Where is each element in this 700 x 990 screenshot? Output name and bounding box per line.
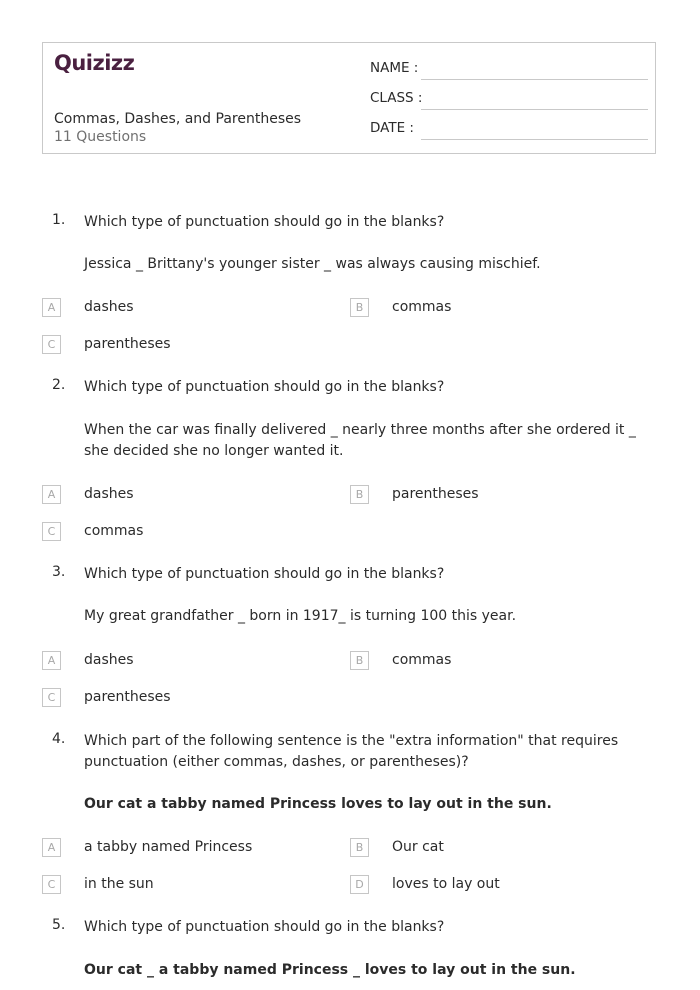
- date-line[interactable]: [421, 139, 648, 140]
- option-letter: A: [42, 485, 61, 504]
- quizizz-logo: Quizizz: [54, 51, 135, 75]
- question-passage: My great grandfather _ born in 1917_ is turning 100 this year.: [84, 608, 517, 624]
- class-field[interactable]: [370, 90, 648, 110]
- question-prompt: Which type of punctuation should go in the blanks?: [84, 214, 445, 230]
- option-letter: B: [350, 298, 369, 317]
- option-text: a tabby named Princess: [84, 839, 253, 855]
- name-field[interactable]: [370, 60, 648, 80]
- option-text: dashes: [84, 652, 134, 668]
- name-label: NAME :: [370, 60, 419, 76]
- option-text: parentheses: [392, 486, 479, 502]
- question-number: 5.: [52, 917, 66, 933]
- option-letter: C: [42, 688, 61, 707]
- option-text: commas: [84, 523, 144, 539]
- question-passage: Our cat _ a tabby named Princess _ loves to lay out in the sun.: [84, 962, 576, 978]
- question-passage: Our cat a tabby named Princess loves to lay out in the sun.: [84, 796, 552, 812]
- date-label: DATE :: [370, 120, 414, 136]
- question-count: 11 Questions: [54, 129, 147, 145]
- option-text: parentheses: [84, 336, 171, 352]
- option-text: commas: [392, 299, 452, 315]
- class-line[interactable]: [421, 109, 648, 110]
- question-number: 1.: [52, 212, 66, 228]
- option-text: in the sun: [84, 876, 154, 892]
- question-prompt: Which type of punctuation should go in the blanks?: [84, 919, 445, 935]
- option-letter: B: [350, 838, 369, 857]
- worksheet-title: Commas, Dashes, and Parentheses: [54, 111, 302, 127]
- option-letter: A: [42, 298, 61, 317]
- option-letter: D: [350, 875, 369, 894]
- option-letter: C: [42, 522, 61, 541]
- question-prompt: Which type of punctuation should go in the blanks?: [84, 379, 445, 395]
- question-number: 4.: [52, 731, 66, 747]
- option-text: parentheses: [84, 689, 171, 705]
- option-letter: B: [350, 651, 369, 670]
- question-number: 3.: [52, 564, 66, 580]
- option-letter: A: [42, 838, 61, 857]
- option-letter: C: [42, 335, 61, 354]
- question-passage: Jessica _ Brittany's younger sister _ was always causing mischief.: [84, 256, 541, 272]
- option-text: loves to lay out: [392, 876, 500, 892]
- option-text: commas: [392, 652, 452, 668]
- option-letter: A: [42, 651, 61, 670]
- question-prompt: Which type of punctuation should go in the blanks?: [84, 566, 445, 582]
- option-text: dashes: [84, 299, 134, 315]
- question-prompt: Which part of the following sentence is the "extra information" that requires punctuation (either commas, dashes, or parentheses)?: [84, 733, 619, 770]
- option-letter: B: [350, 485, 369, 504]
- option-text: dashes: [84, 486, 134, 502]
- worksheet-header: [42, 42, 656, 154]
- name-line[interactable]: [421, 79, 648, 80]
- option-letter: C: [42, 875, 61, 894]
- date-field[interactable]: [370, 120, 648, 140]
- question-passage: When the car was finally delivered _ nearly three months after she ordered it _ she decided she no longer wanted it.: [84, 422, 636, 459]
- option-text: Our cat: [392, 839, 444, 855]
- question-number: 2.: [52, 377, 66, 393]
- class-label: CLASS :: [370, 90, 423, 106]
